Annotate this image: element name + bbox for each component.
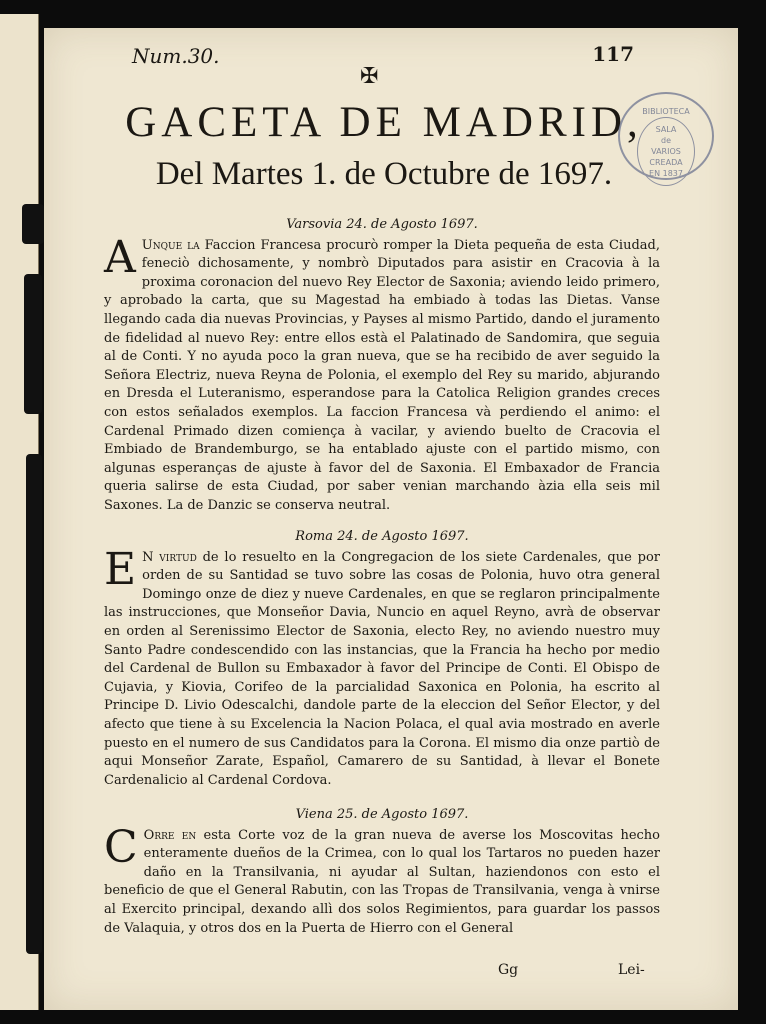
article-body: [104, 231, 660, 516]
library-stamp: [618, 92, 714, 180]
ink-blot: [22, 204, 44, 244]
stamp-line: EN: [649, 169, 661, 178]
article-lead: Unque la: [141, 237, 200, 253]
article-heading: Varsovia 24. de Agosto 1697.: [286, 217, 478, 232]
article-body: [104, 543, 660, 791]
article-text: de lo resuelto en la Congregacion de los siete Cardenales, que por orden de su Santidad se tuvo sobre las cosas de Polonia, huvo otra general Domingo onze de diez y nueve Cardenales, en que se reglaron principalmente las instrucciones, que Monseñor Davia, Nuncio en aquel Reyno, avrà de observar en orden al Serenissimo Elector de Saxonia, electo Rey, no aviendo nuestro muy Santo Padre condescendido con las instancias, que la Francia ha hecho por medio del Cardenal de Bullon su Embaxador à favor del Principe de Conti. El Obispo de Cujavia, y Kiovia, Corifeo de la parcialidad Saxonica en Polonia, ha escrito al Principe D. Livio Odescalchi, dandole parte de la eleccion del Señor Elector, y del afecto que tiene à su Excelencia la Nacion Polaca, el qual avia mostrado en averle puesto en el numero de sus Candidatos para la Corona. El mismo dia onze partiò de aqui Monseñor Zarate, Español, Camarero de su Santidad, à llevar el Bonete Cardenalicio al Cardenal Cordova.: [104, 549, 660, 788]
ink-blot: [24, 274, 42, 414]
gazette-page: [44, 28, 738, 1010]
catchword: Lei-: [618, 962, 645, 978]
previous-page-edge: [0, 14, 39, 1010]
page-number: 117: [592, 42, 634, 66]
article-text: Faccion Francesa procurò romper la Dieta pequeña de esta Ciudad, feneciò dichosamente, y nombrò Diputados para asistir en Cracovia à la proxima coronacion del nuevo Rey Elector de Saxonia; aviendo leido primero, y aprobado la carta, que su Magestad ha embiado à todas las Dietas. Vanse llegando cada dia nuevas Provincias, y Payses al mismo Partido, dando el juramento de fidelidad al nuevo Rey: entre ellos està el Palatinado de Sandomira, que seguia al de Conti. Y no ayuda poco la gran nueva, que se ha recibido de aver seguido la Señora Electriz, nueva Reyna de Polonia, el exemplo del Rey su marido, abjurando en Dresda el Luteranismo, esperandose para la Catolica Religion grandes creces con estos señalados exemplos. La faccion Francesa và perdiendo el animo: el Cardenal Primado dizen comiença à vacilar, y aviendo buelto de Cracovia el Embiado de Brandemburgo, se ha entablado ajuste con el partido mismo, con algunas esperanças de ajuste à favor del de Saxonia. El Embaxador de Francia queria salirse de esta Ciudad, por saber venian marchando àzia ella seis mil Saxones. La de Danzic se conserva neutral.: [104, 237, 660, 513]
article-heading: Viena 25. de Agosto 1697.: [295, 807, 469, 822]
article-lead: Orre en: [143, 827, 197, 843]
ink-blot: [26, 454, 42, 954]
article-varsovia: [104, 216, 660, 516]
stamp-line: SALA: [655, 125, 677, 134]
stamp-line: 1837: [662, 169, 683, 178]
drop-cap: C: [104, 821, 138, 873]
stamp-line: VARIOS: [651, 147, 681, 156]
issue-number: Num.30.: [132, 44, 220, 68]
article-heading: Roma 24. de Agosto 1697.: [295, 529, 469, 544]
article-text: esta Corte voz de la gran nueva de averse los Moscovitas hecho enteramente dueños de la Crimea, con lo qual los Tartaros no pueden hazer daño en la Transilvania, ni ayudar al Sultan, haziendonos con esto el beneficio de que el General Rabutin, con las Tropas de Transilvania, venga à vnirse al Exercito principal, dexando allì dos solos Regimientos, para guardar los passos de Valaquia, y otros dos en la Puerta de Hierro con el General: [104, 827, 660, 936]
page-title: GACETA DE MADRID,: [125, 99, 643, 146]
stamp-line: CREADA: [649, 158, 683, 167]
article-lead: N virtud: [142, 549, 197, 565]
drop-cap: E: [104, 543, 137, 595]
article-roma: [104, 528, 660, 790]
stamp-outer-text: BIBLIOTECA: [642, 107, 690, 116]
issue-date: Del Martes 1. de Octubre de 1697.: [155, 156, 613, 192]
article-viena: [104, 806, 660, 938]
signature-mark: Gg: [498, 962, 519, 978]
stamp-inner: [637, 117, 695, 186]
stamp-line: de: [661, 136, 671, 145]
drop-cap: A: [104, 231, 136, 283]
article-body: [104, 821, 660, 939]
cross-ornament-icon: ✠: [360, 64, 379, 89]
